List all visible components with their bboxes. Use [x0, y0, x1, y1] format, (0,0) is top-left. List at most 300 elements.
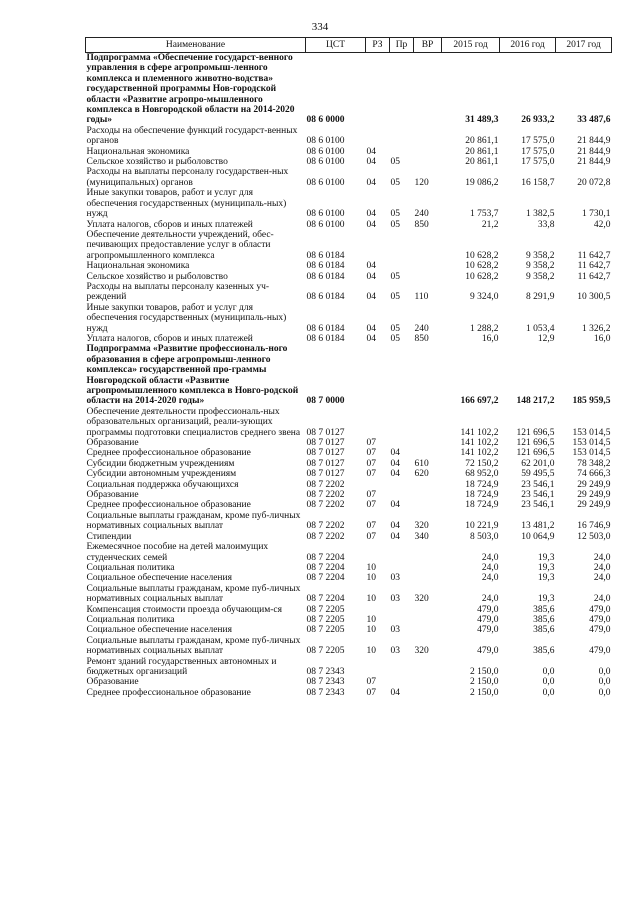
- row-name: Расходы на обеспечение функций государст-венных органов: [86, 125, 298, 147]
- row-2015: 479,0: [477, 646, 499, 657]
- table-row: [86, 157, 612, 167]
- row-pr: 05: [390, 333, 400, 344]
- row-cst: 08 7 2205: [306, 646, 345, 657]
- row-2015: 24,0: [481, 562, 499, 573]
- row-2016: 19,3: [537, 552, 555, 563]
- row-2015: 24,0: [481, 573, 499, 584]
- row-cst: 08 7 0127: [306, 448, 345, 459]
- row-2015: 24,0: [481, 552, 499, 563]
- row-name: Социальная поддержка обучающихся: [86, 479, 239, 490]
- table-row: [86, 167, 612, 188]
- row-cst: 08 7 2343: [306, 677, 345, 688]
- row-pr: [390, 438, 414, 448]
- row-2016: 59 495,5: [521, 469, 555, 480]
- row-vr: [414, 448, 442, 458]
- row-rz: [366, 480, 390, 490]
- row-cst: 08 6 0100: [306, 209, 345, 220]
- row-vr: [414, 272, 442, 282]
- row-pr: 03: [390, 625, 400, 636]
- row-vr: 850: [414, 333, 429, 344]
- table-header-row: [86, 38, 612, 53]
- row-2017: 42,0: [593, 219, 611, 230]
- row-vr: [414, 563, 442, 573]
- row-name: Образование: [86, 677, 139, 688]
- row-rz: [366, 53, 390, 126]
- row-name: Иные закупки товаров, работ и услуг для обеспечения государственных (муниципаль-ных) нужд: [86, 302, 287, 334]
- table-row: [86, 511, 612, 532]
- row-vr: [414, 500, 442, 510]
- row-name: Подпрограмма «Обеспечение государст-венного управления в сфере агропромыш-ленного комплекса и племенного животно-водства» государственной программы Нов-городской области «Развитие агропро-мышленного комплекса в Новгородской области на 2014-2020 годы»: [86, 53, 295, 126]
- row-pr: 05: [390, 323, 400, 334]
- row-vr: 850: [414, 219, 429, 230]
- header-2015: 2015 год: [442, 38, 500, 53]
- row-2015: 20 861,1: [465, 136, 499, 147]
- row-2015: 141 102,2: [460, 448, 499, 459]
- row-rz: 10: [366, 562, 376, 573]
- row-name: Социальные выплаты гражданам, кроме пуб-личных нормативных социальных выплат: [86, 583, 301, 605]
- row-2015: 19 086,2: [465, 177, 499, 188]
- row-2017: 0,0: [598, 677, 611, 688]
- row-2015: 24,0: [481, 594, 499, 605]
- row-vr: [414, 677, 442, 687]
- table-row: [86, 480, 612, 490]
- row-rz: 04: [366, 292, 376, 303]
- table-row: [86, 563, 612, 573]
- row-2017: 29 249,9: [577, 500, 611, 511]
- row-vr: 120: [414, 177, 429, 188]
- row-pr: [390, 657, 414, 678]
- table-row: [86, 282, 612, 303]
- row-rz: 04: [366, 333, 376, 344]
- row-2015: 18 724,9: [465, 490, 499, 501]
- row-rz: 10: [366, 614, 376, 625]
- budget-table: [85, 37, 612, 698]
- table-row: [86, 584, 612, 605]
- table-row: [86, 220, 612, 230]
- row-vr: [414, 261, 442, 271]
- row-vr: [414, 657, 442, 678]
- row-rz: 04: [366, 323, 376, 334]
- row-name: Сельское хозяйство и рыболовство: [86, 271, 228, 282]
- row-2017: 24,0: [593, 552, 611, 563]
- row-2016: 0,0: [542, 677, 555, 688]
- row-vr: [414, 605, 442, 615]
- row-name: Социальные выплаты гражданам, кроме пуб-личных нормативных социальных выплат: [86, 510, 301, 532]
- row-pr: [390, 480, 414, 490]
- row-2017: 74 666,3: [577, 469, 611, 480]
- row-name: Национальная экономика: [86, 261, 190, 272]
- row-vr: [414, 344, 442, 406]
- row-cst: 08 7 2202: [306, 479, 345, 490]
- row-2015: 2 150,0: [470, 677, 499, 688]
- row-pr: 04: [390, 458, 400, 469]
- row-cst: 08 6 0100: [306, 177, 345, 188]
- row-pr: [390, 407, 414, 438]
- row-vr: [414, 53, 442, 126]
- row-rz: 04: [366, 146, 376, 157]
- row-2017: 16 746,9: [577, 521, 611, 532]
- row-2015: 10 221,9: [465, 521, 499, 532]
- table-row: [86, 688, 612, 698]
- row-2017: 185 959,5: [572, 396, 611, 407]
- table-row: [86, 573, 612, 583]
- row-rz: 04: [366, 271, 376, 282]
- table-row: [86, 469, 612, 479]
- row-pr: 04: [390, 500, 400, 511]
- row-cst: 08 7 0127: [306, 427, 345, 438]
- row-2015: 8 503,0: [470, 531, 499, 542]
- row-2015: 18 724,9: [465, 479, 499, 490]
- row-2016: 62 201,0: [521, 458, 555, 469]
- row-2017: 10 300,5: [577, 292, 611, 303]
- row-rz: 07: [366, 677, 376, 688]
- row-2017: 21 844,9: [577, 146, 611, 157]
- row-vr: 320: [414, 646, 429, 657]
- row-2016: 0,0: [542, 666, 555, 677]
- row-2017: 479,0: [589, 625, 611, 636]
- row-2017: 153 014,5: [572, 427, 611, 438]
- row-cst: 08 6 0100: [306, 136, 345, 147]
- row-name: Социальная политика: [86, 562, 175, 573]
- row-pr: [390, 53, 414, 126]
- row-2016: 385,6: [533, 625, 555, 636]
- row-rz: [366, 126, 390, 147]
- row-2015: 166 697,2: [460, 396, 499, 407]
- row-name: Субсидии автономным учреждениям: [86, 469, 237, 480]
- row-vr: [414, 573, 442, 583]
- row-rz: 10: [366, 573, 376, 584]
- row-vr: 240: [414, 323, 429, 334]
- row-vr: [414, 147, 442, 157]
- table-row: [86, 147, 612, 157]
- table-row: [86, 532, 612, 542]
- table-row: [86, 636, 612, 657]
- row-rz: 07: [366, 490, 376, 501]
- row-name: Образование: [86, 490, 139, 501]
- row-cst: 08 7 2202: [306, 490, 345, 501]
- row-rz: [366, 605, 390, 615]
- row-pr: 05: [390, 292, 400, 303]
- row-cst: 08 7 2202: [306, 531, 345, 542]
- row-pr: 04: [390, 469, 400, 480]
- table-row: [86, 438, 612, 448]
- page-number: 334: [311, 21, 329, 33]
- row-pr: 05: [390, 157, 400, 168]
- row-cst: 08 7 2204: [306, 552, 345, 563]
- row-name: Уплата налогов, сборов и иных платежей: [86, 333, 253, 344]
- row-2016: 121 696,5: [516, 448, 555, 459]
- row-cst: 08 7 0000: [306, 396, 345, 407]
- row-pr: 05: [390, 177, 400, 188]
- table-row: [86, 272, 612, 282]
- row-pr: [390, 490, 414, 500]
- row-2015: 68 952,0: [465, 469, 499, 480]
- row-vr: 610: [414, 458, 429, 469]
- row-vr: 620: [414, 469, 429, 480]
- row-name: Иные закупки товаров, работ и услуг для обеспечения государственных (муниципаль-ных) нужд: [86, 188, 287, 220]
- row-cst: 08 7 2343: [306, 666, 345, 677]
- row-name: Социальная политика: [86, 614, 175, 625]
- row-pr: [390, 605, 414, 615]
- row-2015: 16,0: [481, 333, 499, 344]
- row-vr: [414, 615, 442, 625]
- row-rz: 07: [366, 458, 376, 469]
- row-name: Расходы на выплаты персоналу казенных уч-реждений: [86, 281, 270, 303]
- table-row: [86, 188, 612, 219]
- table-body: [86, 53, 612, 699]
- row-rz: [366, 230, 390, 261]
- row-pr: [390, 542, 414, 563]
- table-row: [86, 490, 612, 500]
- row-rz: 07: [366, 531, 376, 542]
- row-name: Стипендии: [86, 531, 132, 542]
- row-2017: 20 072,8: [577, 177, 611, 188]
- row-rz: 04: [366, 177, 376, 188]
- table-row: [86, 657, 612, 678]
- row-2016: 1 382,5: [526, 209, 555, 220]
- row-2015: 9 324,0: [470, 292, 499, 303]
- row-rz: 04: [366, 209, 376, 220]
- row-2016: 10 064,9: [521, 531, 555, 542]
- row-2017: 16,0: [593, 333, 611, 344]
- row-2016: 385,6: [533, 646, 555, 657]
- header-2016: 2016 год: [500, 38, 556, 53]
- row-cst: 08 6 0000: [306, 115, 345, 126]
- table-row: [86, 542, 612, 563]
- row-pr: 04: [390, 521, 400, 532]
- row-2016: 23 546,1: [521, 490, 555, 501]
- row-2017: 479,0: [589, 646, 611, 657]
- row-2016: 17 575,0: [521, 136, 555, 147]
- row-rz: [366, 407, 390, 438]
- header-vr: ВР: [414, 38, 442, 53]
- table-row: [86, 605, 612, 615]
- row-name: Национальная экономика: [86, 146, 190, 157]
- row-cst: 08 6 0184: [306, 261, 345, 272]
- row-name: Уплата налогов, сборов и иных платежей: [86, 219, 253, 230]
- row-name: Сельское хозяйство и рыболовство: [86, 157, 228, 168]
- row-2016: 9 358,2: [526, 261, 555, 272]
- row-name: Обеспечение деятельности профессиональ-ных образовательных организаций, реали-зующих программы подготовки специалистов среднего звена: [86, 406, 301, 438]
- row-cst: 08 7 2205: [306, 604, 345, 615]
- row-pr: [390, 344, 414, 406]
- row-pr: [390, 126, 414, 147]
- row-cst: 08 6 0184: [306, 250, 345, 261]
- row-2015: 141 102,2: [460, 438, 499, 449]
- row-2017: 78 348,2: [577, 458, 611, 469]
- row-name: Ремонт зданий государственных автономных и бюджетных организаций: [86, 656, 277, 677]
- row-rz: [366, 542, 390, 563]
- row-rz: 10: [366, 625, 376, 636]
- header-2017: 2017 год: [556, 38, 612, 53]
- row-vr: 240: [414, 209, 429, 220]
- row-2016: 1 053,4: [526, 323, 555, 334]
- row-2016: 23 546,1: [521, 500, 555, 511]
- row-cst: 08 7 2202: [306, 521, 345, 532]
- row-vr: [414, 625, 442, 635]
- row-2017: 11 642,7: [577, 261, 611, 272]
- row-2017: 1 326,2: [582, 323, 611, 334]
- row-2016: 19,3: [537, 594, 555, 605]
- row-2015: 21,2: [481, 219, 499, 230]
- row-pr: 04: [390, 448, 400, 459]
- row-2016: 9 358,2: [526, 250, 555, 261]
- row-rz: 04: [366, 219, 376, 230]
- row-2016: 12,9: [537, 333, 555, 344]
- row-cst: 08 6 0184: [306, 271, 345, 282]
- row-2016: 17 575,0: [521, 146, 555, 157]
- row-2016: 8 291,9: [526, 292, 555, 303]
- row-2017: 33 487,6: [577, 115, 611, 126]
- row-2015: 479,0: [477, 614, 499, 625]
- row-cst: 08 7 0127: [306, 458, 345, 469]
- row-cst: 08 6 0100: [306, 157, 345, 168]
- row-2015: 2 150,0: [470, 666, 499, 677]
- row-pr: [390, 147, 414, 157]
- table-row: [86, 126, 612, 147]
- row-pr: [390, 563, 414, 573]
- row-cst: 08 7 2202: [306, 500, 345, 511]
- row-2017: 0,0: [598, 666, 611, 677]
- row-name: Социальные выплаты гражданам, кроме пуб-личных нормативных социальных выплат: [86, 635, 301, 657]
- row-2017: 0,0: [598, 687, 611, 698]
- row-2016: 385,6: [533, 604, 555, 615]
- row-2015: 479,0: [477, 625, 499, 636]
- row-name: Компенсация стоимости проезда обучающим-ся: [86, 604, 282, 615]
- row-2016: 9 358,2: [526, 271, 555, 282]
- row-2017: 21 844,9: [577, 157, 611, 168]
- row-pr: [390, 677, 414, 687]
- row-vr: 320: [414, 594, 429, 605]
- row-2015: 10 628,2: [465, 250, 499, 261]
- row-2015: 18 724,9: [465, 500, 499, 511]
- row-2016: 121 696,5: [516, 438, 555, 449]
- row-vr: [414, 157, 442, 167]
- row-pr: [390, 230, 414, 261]
- row-2015: 72 150,2: [465, 458, 499, 469]
- row-2015: 20 861,1: [465, 157, 499, 168]
- row-2017: 11 642,7: [577, 271, 611, 282]
- row-pr: 04: [390, 687, 400, 698]
- row-2016: 26 933,2: [521, 115, 555, 126]
- row-2017: 153 014,5: [572, 448, 611, 459]
- row-2016: 33,8: [537, 219, 555, 230]
- row-2015: 31 489,3: [465, 115, 499, 126]
- row-2015: 10 628,2: [465, 271, 499, 282]
- row-rz: 07: [366, 687, 376, 698]
- row-vr: [414, 688, 442, 698]
- row-2017: 479,0: [589, 604, 611, 615]
- row-cst: 08 7 2205: [306, 625, 345, 636]
- row-pr: 05: [390, 219, 400, 230]
- row-cst: 08 6 0100: [306, 146, 345, 157]
- row-vr: 340: [414, 531, 429, 542]
- row-2017: 24,0: [593, 573, 611, 584]
- row-2015: 1 753,7: [470, 209, 499, 220]
- table-row: [86, 500, 612, 510]
- header-pr: Пр: [390, 38, 414, 53]
- row-cst: 08 6 0100: [306, 219, 345, 230]
- table-row: [86, 625, 612, 635]
- row-pr: 05: [390, 271, 400, 282]
- row-name: Образование: [86, 438, 139, 449]
- row-rz: 10: [366, 646, 376, 657]
- table-row: [86, 677, 612, 687]
- row-2017: 1 730,1: [582, 209, 611, 220]
- row-2016: 0,0: [542, 687, 555, 698]
- table-row: [86, 615, 612, 625]
- row-name: Среднее профессиональное образование: [86, 500, 251, 511]
- row-rz: 07: [366, 500, 376, 511]
- row-vr: [414, 126, 442, 147]
- row-rz: 10: [366, 594, 376, 605]
- row-2016: 121 696,5: [516, 427, 555, 438]
- row-pr: 04: [390, 531, 400, 542]
- row-2016: 13 481,2: [521, 521, 555, 532]
- row-rz: 04: [366, 261, 376, 272]
- table-row: [86, 459, 612, 469]
- row-cst: 08 7 2204: [306, 573, 345, 584]
- row-vr: [414, 407, 442, 438]
- row-name: Расходы на выплаты персоналу государствен-ных (муниципальных) органов: [86, 167, 289, 188]
- row-2017: 153 014,5: [572, 438, 611, 449]
- row-2017: 29 249,9: [577, 479, 611, 490]
- row-2015: 479,0: [477, 604, 499, 615]
- row-2017: 479,0: [589, 614, 611, 625]
- row-2017: 29 249,9: [577, 490, 611, 501]
- table-row: [86, 334, 612, 344]
- row-rz: 07: [366, 469, 376, 480]
- row-2017: 21 844,9: [577, 136, 611, 147]
- row-rz: [366, 657, 390, 678]
- row-2015: 1 288,2: [470, 323, 499, 334]
- row-name: Обеспечение деятельности учреждений, обес-печивающих предоставление услуг в области агропромышленного комплекса: [86, 229, 274, 261]
- row-vr: [414, 542, 442, 563]
- row-cst: 08 6 0184: [306, 292, 345, 303]
- table-row: [86, 53, 612, 126]
- row-pr: [390, 261, 414, 271]
- row-cst: 08 7 2205: [306, 614, 345, 625]
- row-2016: 19,3: [537, 573, 555, 584]
- header-cst: ЦСТ: [306, 38, 366, 53]
- row-2015: 10 628,2: [465, 261, 499, 272]
- row-2017: 24,0: [593, 562, 611, 573]
- table-row: [86, 230, 612, 261]
- row-2015: 141 102,2: [460, 427, 499, 438]
- row-pr: 03: [390, 646, 400, 657]
- row-rz: 07: [366, 521, 376, 532]
- row-rz: 07: [366, 438, 376, 449]
- table-row: [86, 261, 612, 271]
- row-pr: 03: [390, 573, 400, 584]
- table-row: [86, 344, 612, 406]
- row-2017: 11 642,7: [577, 250, 611, 261]
- row-pr: 03: [390, 594, 400, 605]
- row-2016: 385,6: [533, 614, 555, 625]
- header-name: Наименование: [86, 38, 306, 53]
- row-2016: 19,3: [537, 562, 555, 573]
- row-name: Социальное обеспечение населения: [86, 625, 232, 636]
- row-rz: 04: [366, 157, 376, 168]
- row-cst: 08 6 0184: [306, 323, 345, 334]
- row-pr: [390, 615, 414, 625]
- row-2017: 24,0: [593, 594, 611, 605]
- row-2016: 148 217,2: [516, 396, 555, 407]
- row-name: Среднее профессиональное образование: [86, 687, 251, 698]
- row-vr: [414, 490, 442, 500]
- row-2015: 20 861,1: [465, 146, 499, 157]
- row-2016: 17 575,0: [521, 157, 555, 168]
